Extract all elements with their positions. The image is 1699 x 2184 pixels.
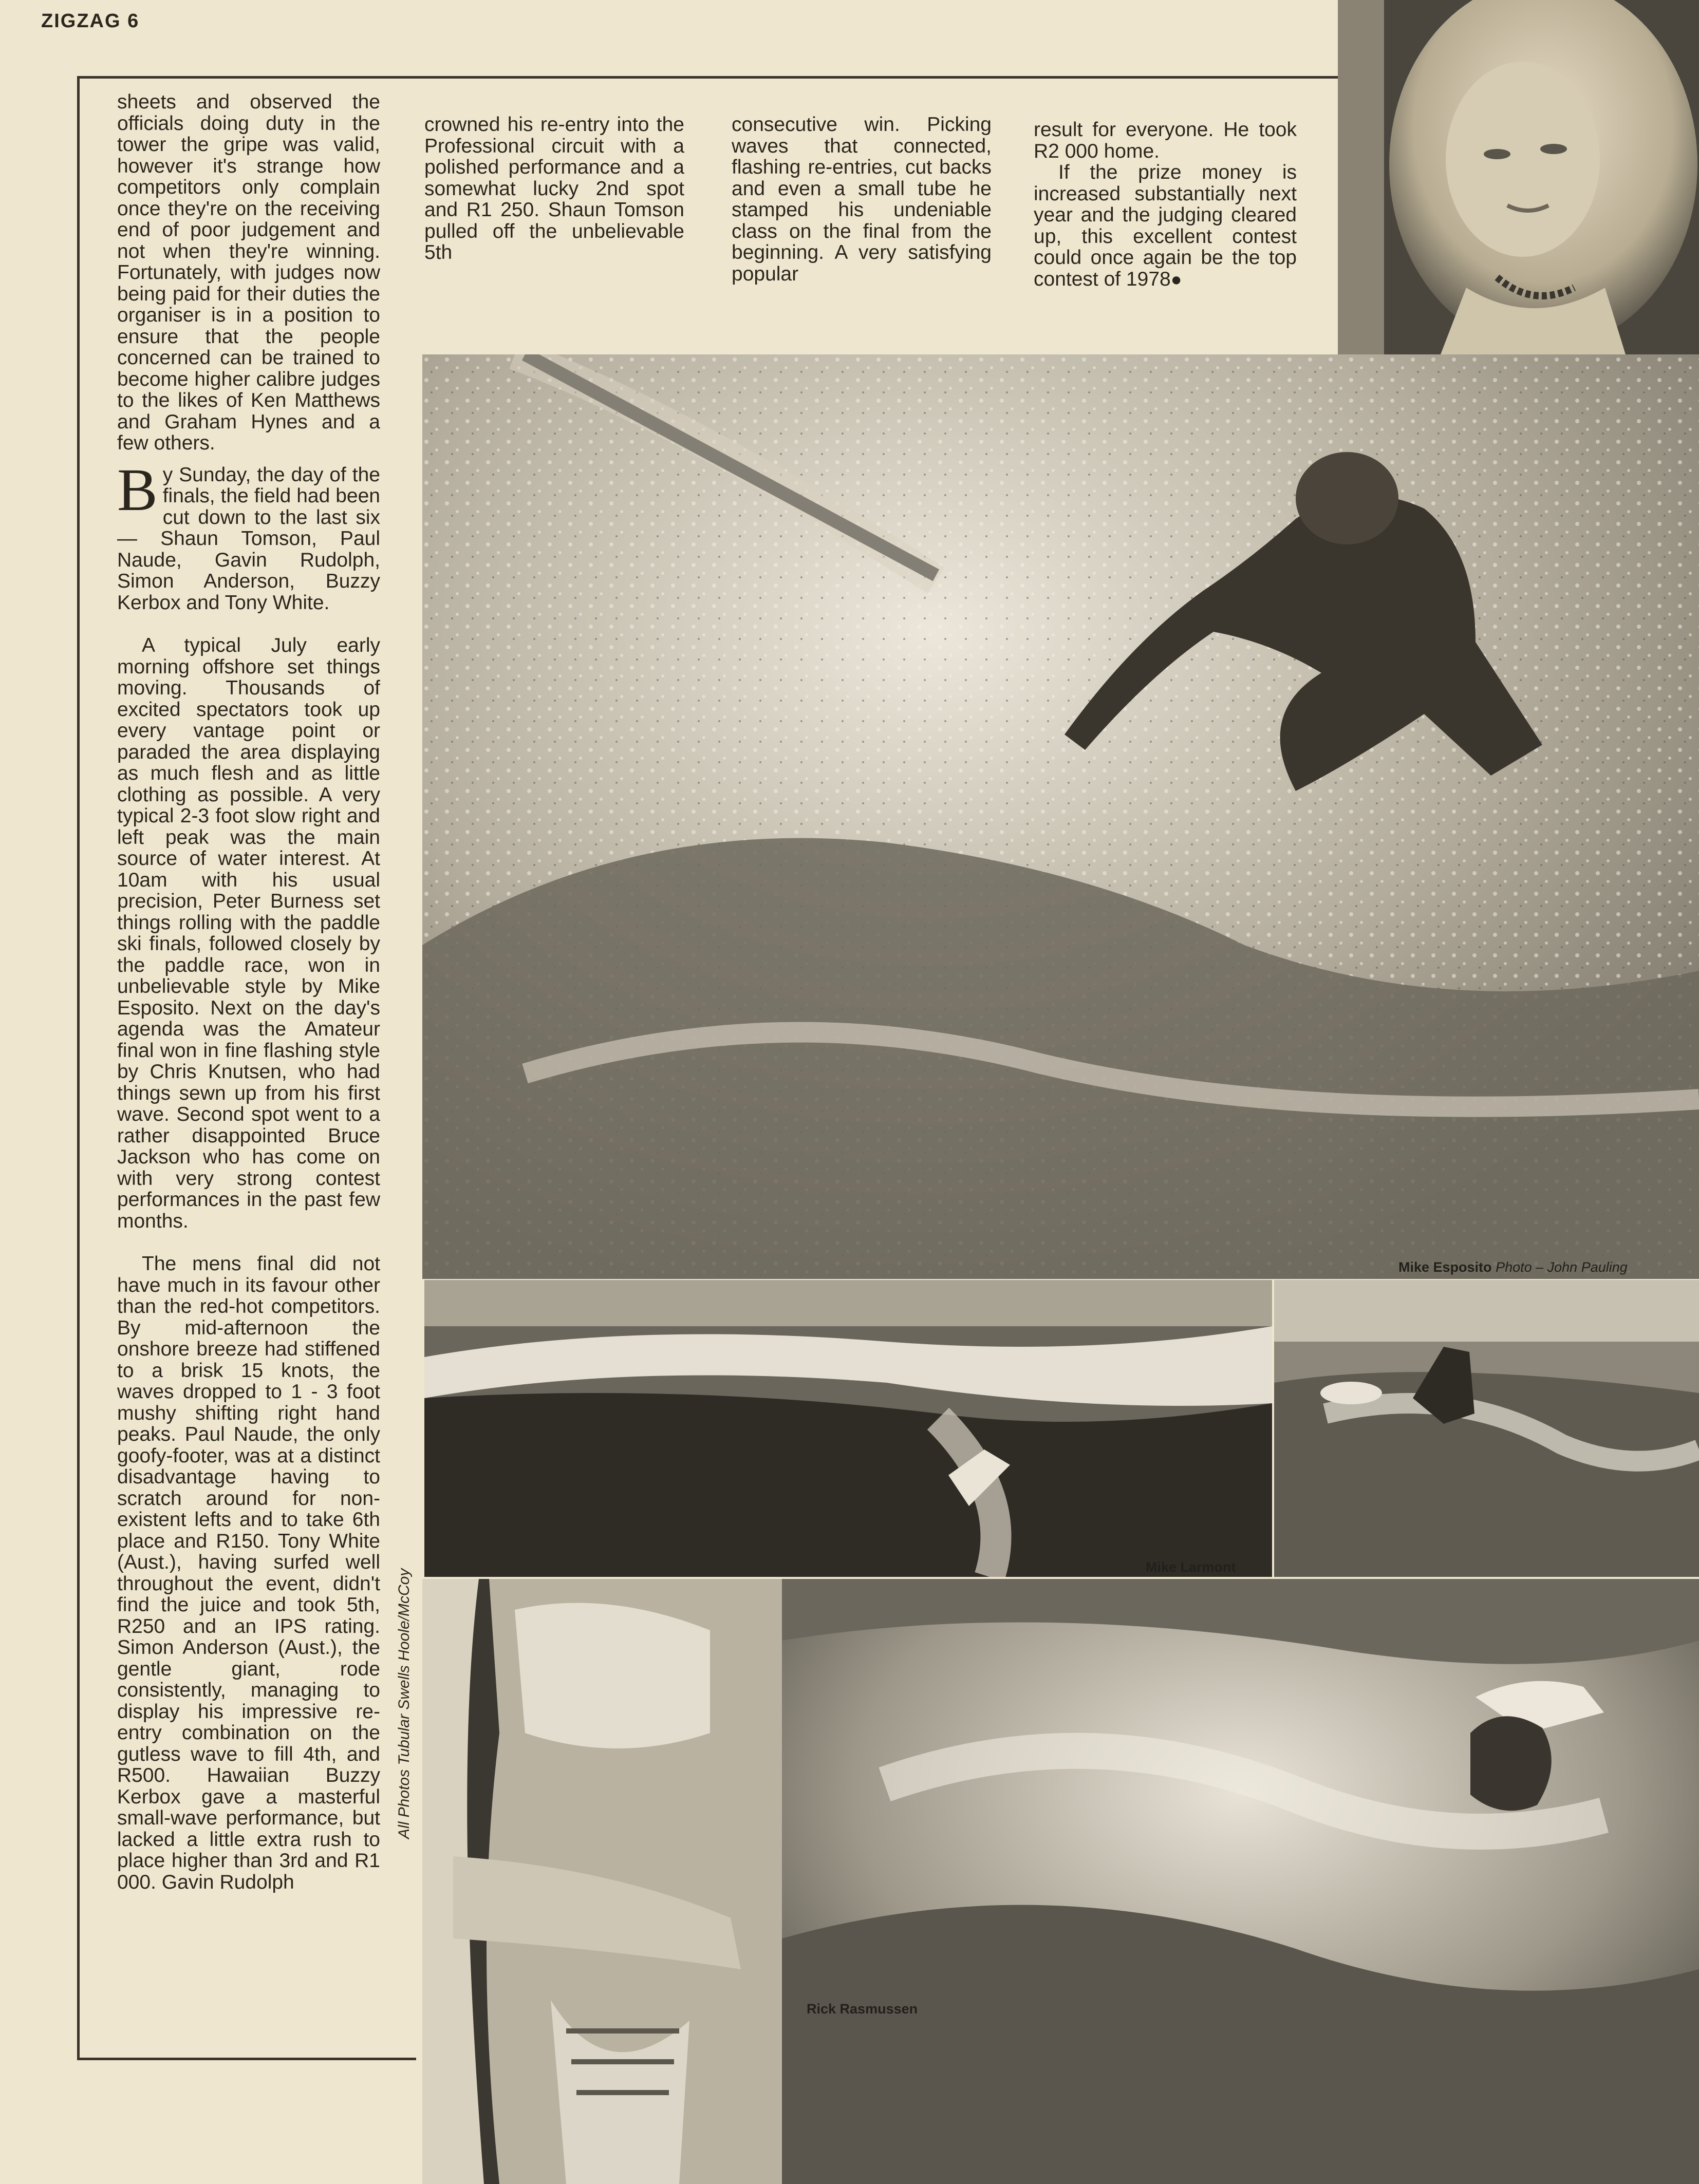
article-paragraph: crowned his re-entry into the Professional circuit with a polished performance and a somewhat lucky 2nd spot and R1 250. Shaun Tomson pulled off the unbelievable 5th [424, 114, 684, 263]
article-column-1 [117, 91, 380, 1893]
vertical-photo-credit: All Photos Tubular Swells Hoole/McCoy [396, 1568, 413, 1839]
end-mark: ● [1170, 268, 1182, 290]
article-paragraph: result for everyone. He took R2 000 home. [1034, 119, 1297, 162]
page-header: ZIGZAG 6 [41, 10, 140, 32]
article-paragraph: consecutive win. Picking waves that connected, flashing re-entries, cut backs and even a small tube he stamped his undeniable class on the final from the beginning. A very satisfying popular [732, 114, 992, 285]
tube-photo-caption: Mike Larmont [1146, 1559, 1236, 1575]
column-rule-bottom [77, 2058, 416, 2060]
main-surf-illustration [422, 354, 1699, 1279]
main-photo-caption [1398, 1259, 1628, 1275]
caption-subject: Mike Esposito [1398, 1259, 1492, 1275]
rasmussen-surf-illustration [782, 1579, 1699, 2184]
article-paragraph: The mens final did not have much in its favour other than the red-hot competitors. By mid-afternoon the onshore breeze had stiffened to a brisk 15 knots, the waves dropped to 1 - 3 foot mushy shifting right hand peaks. Paul Naude, the only goofy-footer, was at a distinct disadvantage having to scratch around for non-existent lefts and to take 6th place and R150. Tony White (Aust.), having surfed well throughout the event, didn't find the juice and took 5th, R250 and an IPS rating. Simon Anderson (Aust.), the gentle giant, rode consistently, managing to display his impressive re-entry combination on the gutless wave to fill 4th, and R500. Hawaiian Buzzy Kerbox gave a masterful small-wave performance, but lacked a little extra rush to place higher than 3rd and R1 000. Gavin Rudolph [117, 1253, 380, 1893]
portrait-illustration [1338, 0, 1699, 354]
beach-figure-illustration [422, 1579, 782, 2184]
article-paragraph [117, 456, 380, 614]
article-column-2 [424, 114, 684, 263]
article-column-3 [732, 114, 992, 285]
article-paragraph: A typical July early morning offshore set things moving. Thousands of excited spectators took up every vantage point or paraded the area displaying as much flesh and as little clothing as possible. A very typical 2-3 foot slow right and left peak was the main source of water interest. At 10am with his usual precision, Peter Burness set things rolling with the paddle ski finals, followed closely by the paddle race, won in unbelievable style by Mike Esposito. Next on the day's agenda was the Amateur final won in fine flashing style by Chris Knutsen, who had things sewn up from his first wave. Second spot went to a rather disappointed Bruce Jackson who has come on with very strong contest performances in the past few months. [117, 634, 380, 1232]
article-paragraph-text: If the prize money is increased substantially next year and the judging cleared up, this excellent contest could once again be the top contest of 1978 [1034, 161, 1297, 290]
small-surf-illustration [1274, 1280, 1699, 1577]
tube-ride-photo [424, 1280, 1272, 1577]
article-column-4 [1034, 119, 1297, 290]
article-paragraph [1034, 162, 1297, 290]
drop-cap: B [117, 456, 158, 523]
article-paragraph-text: y Sunday, the day of the finals, the field had been cut down to the last six — Shaun Tomson, Paul Naude, Gavin Rudolph, Simon Anderson, Buzzy Kerbox and Tony White. [117, 463, 380, 614]
portrait-photo [1338, 0, 1699, 354]
tube-ride-illustration [424, 1280, 1272, 1577]
beach-figure-photo [422, 1579, 782, 2184]
caption-credit: Photo – John Pauling [1496, 1259, 1628, 1275]
main-surf-photo [422, 354, 1699, 1279]
column-rule-left [77, 76, 80, 2059]
rasmussen-surf-photo [782, 1579, 1699, 2184]
rasmussen-photo-caption: Rick Rasmussen [807, 2001, 918, 2017]
small-surf-photo [1274, 1280, 1699, 1577]
article-paragraph: sheets and observed the officials doing duty in the tower the gripe was valid, however it's strange how competitors only complain once they're on the receiving end of poor judgement and not when they're winning. Fortunately, with judges now being paid for their duties the organiser is in a position to ensure that the people concerned can be trained to become higher calibre judges to the likes of Ken Matthews and Graham Hynes and a few others. [117, 91, 380, 454]
column-rule-top [77, 76, 1341, 79]
